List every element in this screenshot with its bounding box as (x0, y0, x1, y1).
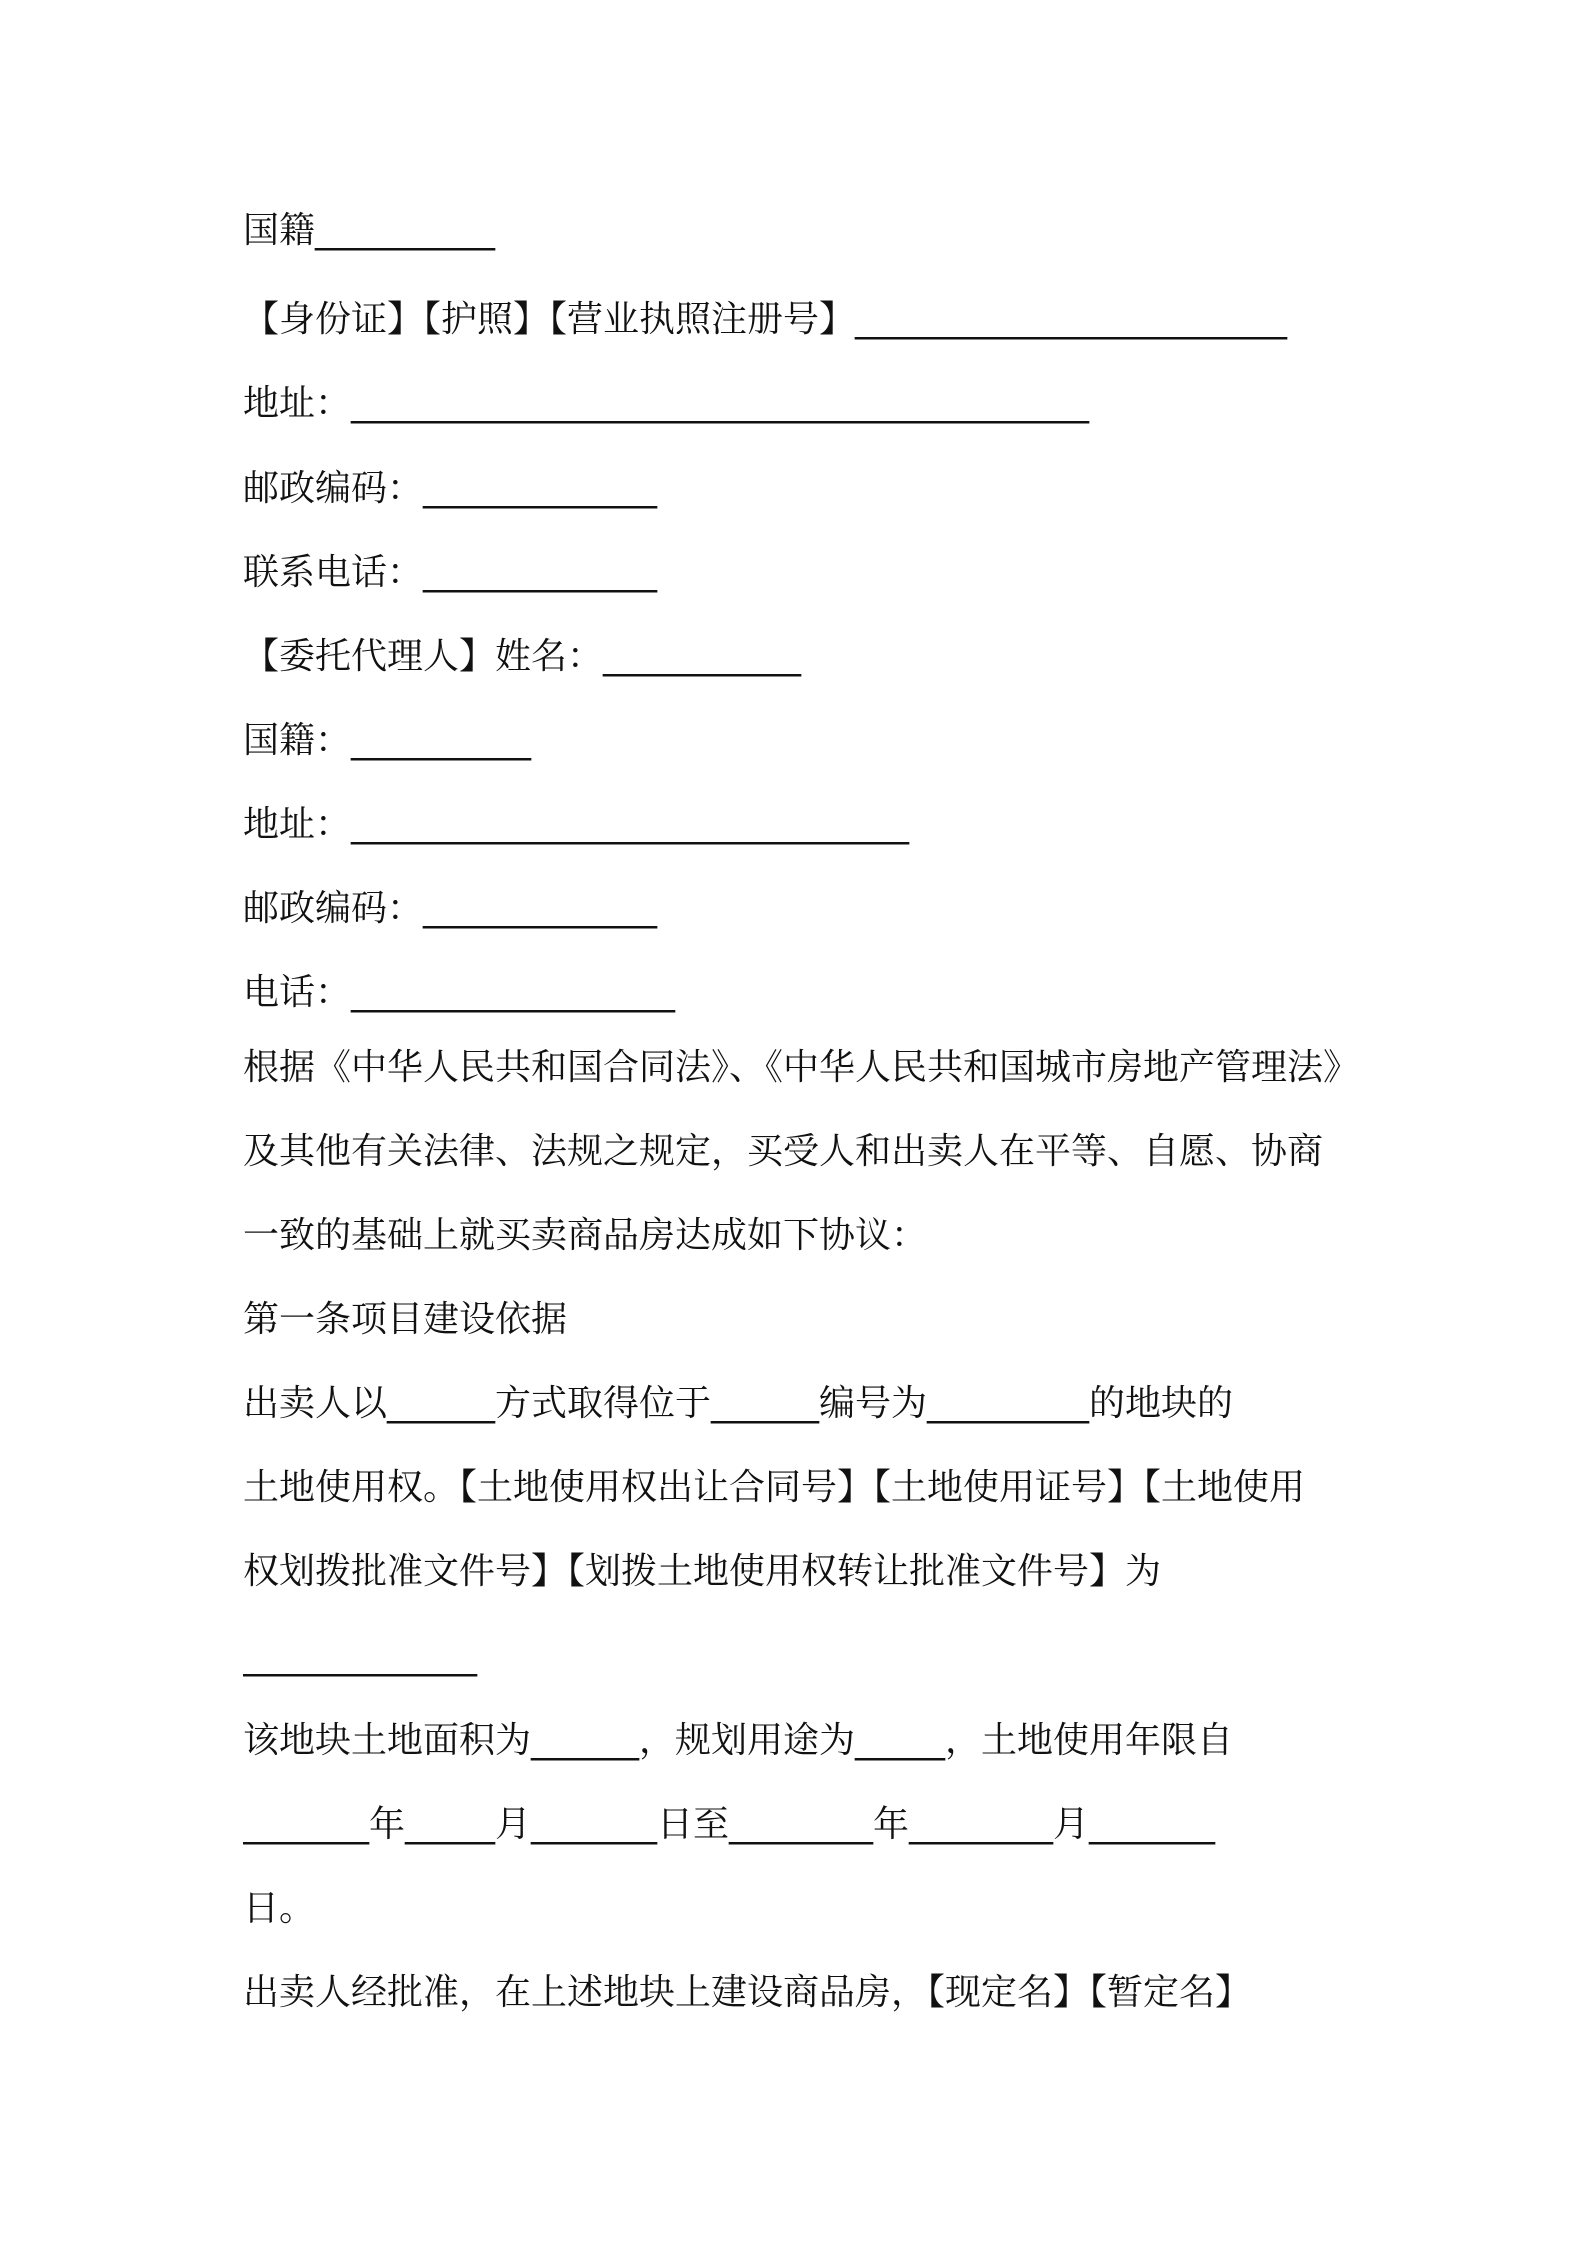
paragraph-line: 出卖人经批准，在上述地块上建设商品房，【现定名】【暂定名】 (243, 1972, 1252, 2013)
paragraph-line: 根据《中华人民共和国合同法》、《中华人民共和国城市房地产管理法》 (243, 1047, 1360, 1088)
agent-phone-line: 电话：__________________ (243, 972, 676, 1013)
date-range-line: _______年_____月_______日至________年________月_______ (243, 1804, 1215, 1845)
agent-postal-code-line: 邮政编码：_____________ (243, 888, 658, 929)
agent-name-line: 【委托代理人】姓名：___________ (243, 636, 802, 677)
postal-code-line: 邮政编码：_____________ (243, 468, 658, 509)
address-line: 地址：_________________________________________ (243, 383, 1090, 424)
agent-nationality-line: 国籍：__________ (243, 720, 532, 761)
blank-field-line: _____________ (243, 1636, 477, 1677)
paragraph-line: 日。 (243, 1888, 316, 1929)
agent-address-line: 地址：_______________________________ (243, 804, 910, 845)
paragraph-line: 该地块土地面积为______，规划用途为_____，土地使用年限自 (243, 1720, 1234, 1761)
paragraph-line: 土地使用权。【土地使用权出让合同号】【土地使用证号】【土地使用 (243, 1467, 1306, 1508)
paragraph-line: 出卖人以______方式取得位于______编号为_________的地块的 (243, 1383, 1234, 1424)
article-heading: 第一条项目建设依据 (243, 1299, 568, 1340)
contact-phone-line: 联系电话：_____________ (243, 552, 658, 593)
id-document-line: 【身份证】【护照】【营业执照注册号】________________________ (243, 299, 1288, 340)
paragraph-line: 权划拨批准文件号】【划拨土地使用权转让批准文件号】为 (243, 1551, 1162, 1592)
nationality-line: 国籍__________ (243, 210, 496, 251)
paragraph-line: 及其他有关法律、法规之规定，买受人和出卖人在平等、自愿、协商 (243, 1131, 1324, 1172)
paragraph-line: 一致的基础上就买卖商品房达成如下协议： (243, 1215, 928, 1256)
